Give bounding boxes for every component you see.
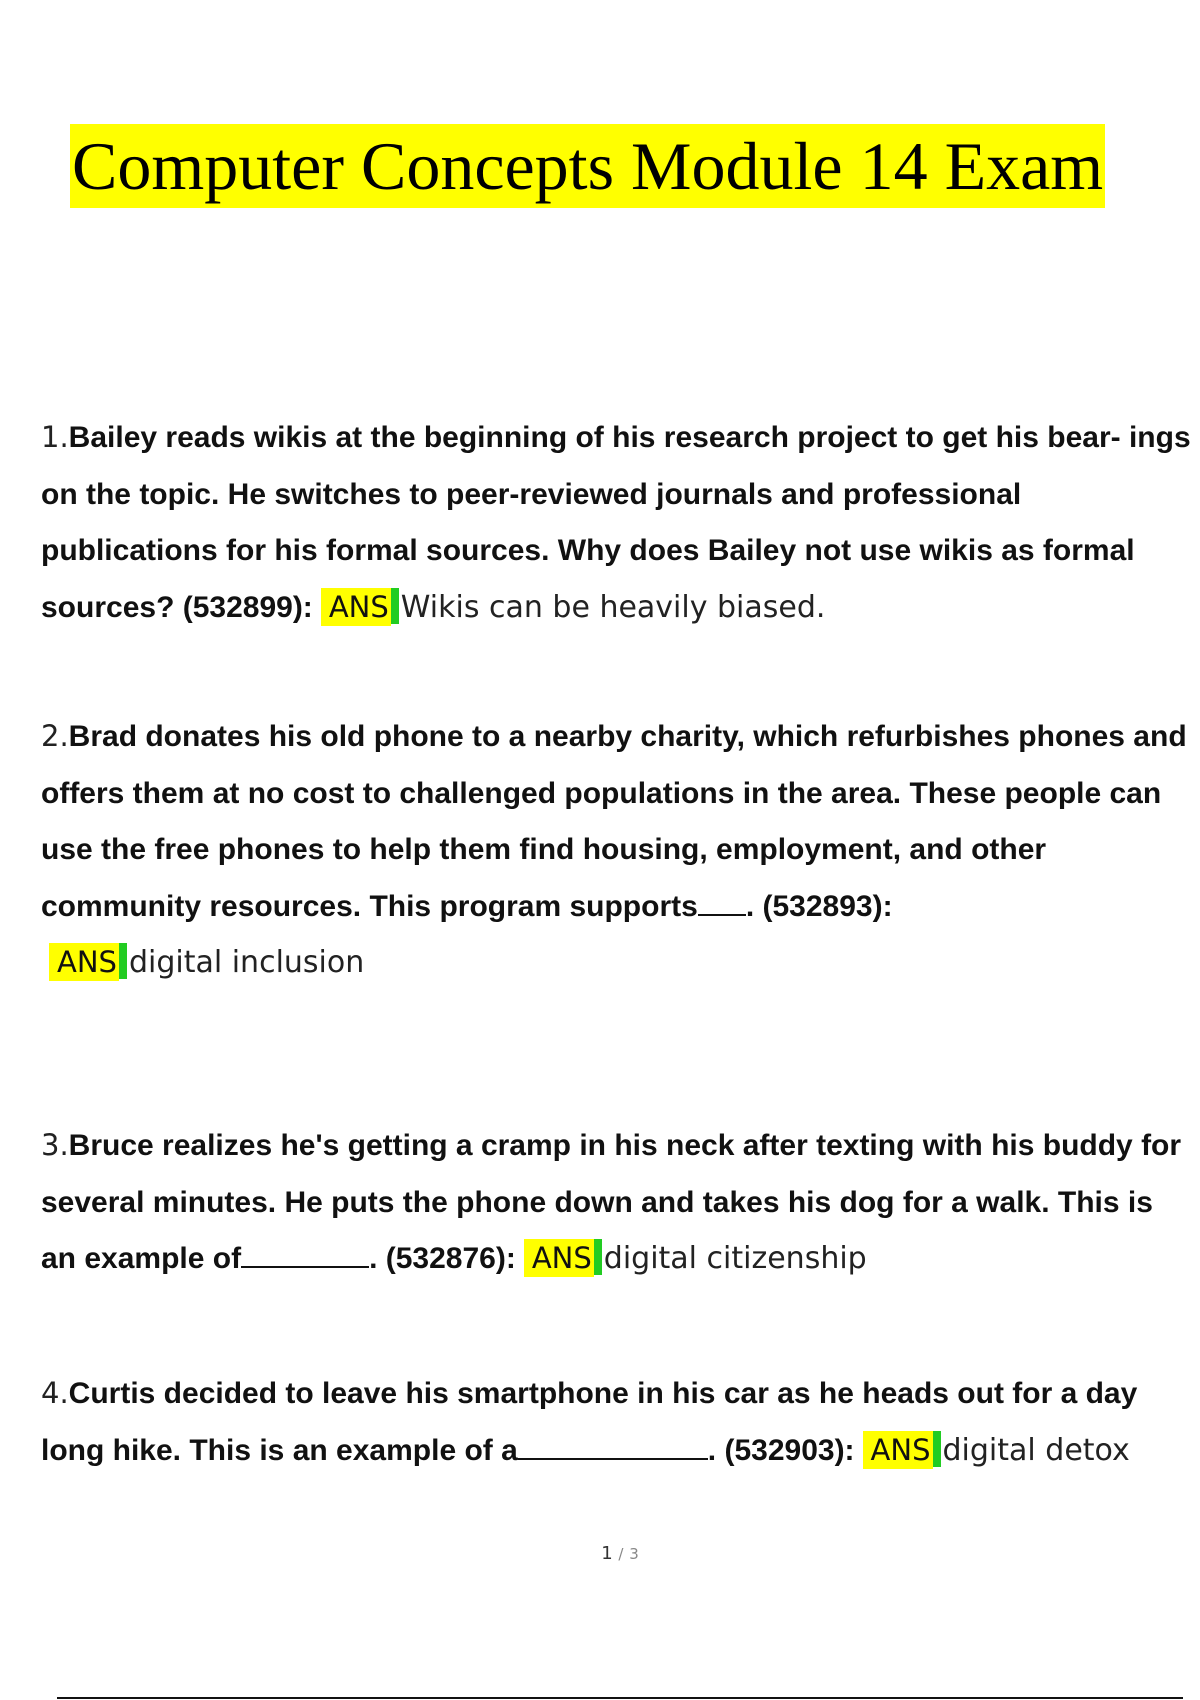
answer-blank — [241, 1265, 369, 1268]
question-text: Bruce realizes he's getting a cramp in his neck after texting with his buddy for several minutes. He puts the phone down and takes his dog for a walk. This is an example of — [41, 1129, 1182, 1275]
question-number: 2. — [41, 719, 69, 753]
question-number: 4. — [41, 1376, 69, 1410]
answer-blank — [698, 913, 746, 916]
ans-marker — [119, 943, 127, 979]
question-3 — [41, 1117, 1191, 1288]
ans-label: ANS — [863, 1431, 933, 1469]
question-number: 3. — [41, 1128, 69, 1162]
answer-text: digital citizenship — [603, 1241, 867, 1276]
ans-marker — [594, 1239, 602, 1275]
question-text-after: . (532893): — [745, 889, 893, 923]
question-2 — [41, 708, 1191, 992]
ans-marker — [391, 588, 399, 624]
page-number — [0, 1543, 1200, 1564]
page-current: 1 — [601, 1543, 613, 1564]
question-text: Brad donates his old phone to a nearby charity, which refurbishes phones and offers them at no cost to challenged populations in the area. These people can use the free phones to help them find housing, employment, and other community resources. This program supports — [41, 720, 1187, 923]
answer-text: digital detox — [942, 1432, 1130, 1468]
ans-marker — [933, 1431, 941, 1467]
answer-blank — [518, 1457, 708, 1460]
question-4 — [41, 1365, 1191, 1479]
answer-text: Wikis can be heavily biased. — [400, 589, 826, 625]
ans-label: ANS — [524, 1239, 594, 1277]
question-text-after: . (532903): — [707, 1433, 855, 1467]
answer-text: digital inclusion — [128, 945, 365, 980]
question-text-after: . (532876): — [369, 1242, 516, 1275]
page-title: Computer Concepts Module 14 Exam — [70, 124, 1105, 208]
page-divider — [57, 1697, 1183, 1699]
question-text: Bailey reads wikis at the beginning of his research project to get his bear- ings on the topic. He switches to peer-reviewed journals and professional publications for his formal sources. Why does Bailey not use wikis as formal sources? (532899): — [41, 421, 1191, 624]
question-number: 1. — [41, 420, 69, 454]
ans-label: ANS — [321, 588, 391, 626]
question-1 — [41, 409, 1191, 636]
page-separator: / — [618, 1545, 624, 1563]
page-total: 3 — [629, 1545, 639, 1563]
ans-label: ANS — [49, 943, 119, 981]
question-text: Curtis decided to leave his smartphone in his car as he heads out for a day long hike. This is an example of a — [41, 1377, 1138, 1467]
